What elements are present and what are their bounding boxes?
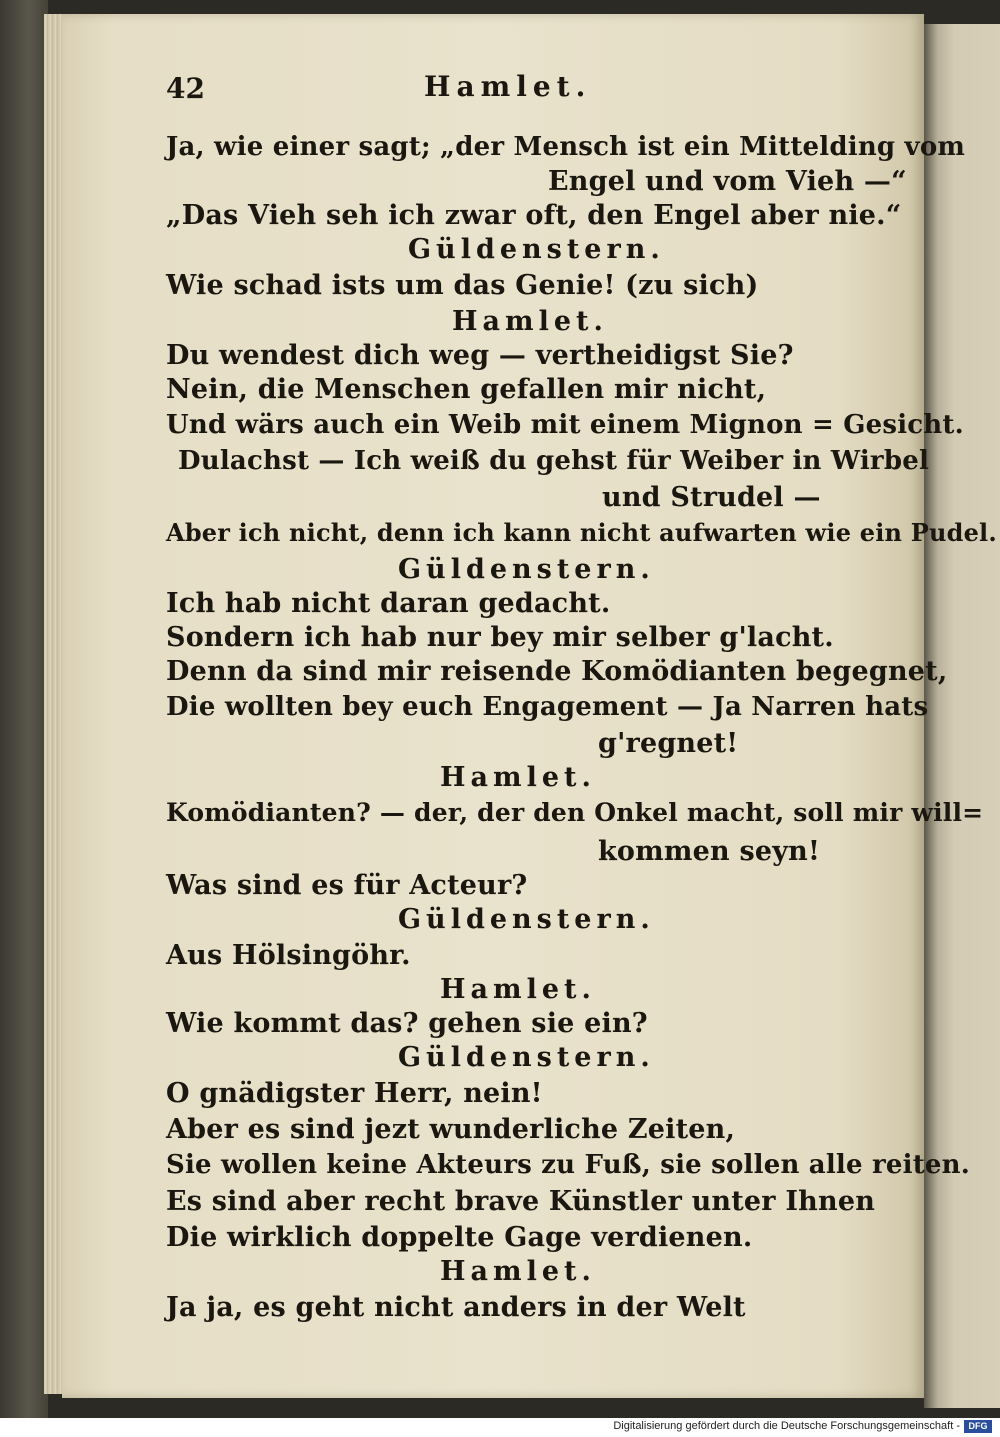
text-line: Komödianten? — der, der den Onkel macht, soll mir will= <box>166 798 984 827</box>
text-line: Engel und vom Vieh —“ <box>548 166 907 197</box>
running-head: Hamlet. <box>424 70 592 103</box>
text-line: Dulachst — Ich weiß du gehst für Weiber in Wirbel <box>178 446 930 476</box>
text-line: und Strudel — <box>602 482 821 513</box>
speaker-name: Hamlet. <box>440 1256 596 1287</box>
text-line: Nein, die Menschen gefallen mir nicht, <box>166 374 767 405</box>
speaker-name: Güldenstern. <box>398 904 655 935</box>
text-line: Die wirklich doppelte Gage verdienen. <box>166 1222 753 1253</box>
text-line: Wie kommt das? gehen sie ein? <box>166 1008 648 1039</box>
text-line: Sondern ich hab nur bey mir selber g'lacht. <box>166 622 834 653</box>
text-line: Aber ich nicht, denn ich kann nicht aufwarten wie ein Pudel. <box>166 518 997 547</box>
footer-credit: Digitalisierung gefördert durch die Deutsche Forschungsgemeinschaft - <box>613 1420 960 1432</box>
text-line: Aber es sind jezt wunderliche Zeiten, <box>166 1114 736 1145</box>
text-line: Sie wollen keine Akteurs zu Fuß, sie sollen alle reiten. <box>166 1150 971 1180</box>
book-cover-edge <box>0 0 48 1418</box>
dfg-logo: DFG <box>964 1420 992 1433</box>
speaker-name: Güldenstern. <box>408 234 665 265</box>
page-number: 42 <box>166 72 205 105</box>
text-line: Denn da sind mir reisende Komödianten begegnet, <box>166 656 948 687</box>
text-line: kommen seyn! <box>598 836 821 867</box>
facing-page-edge <box>924 24 1000 1408</box>
speaker-name: Hamlet. <box>452 306 608 337</box>
text-line: Ja ja, es geht nicht anders in der Welt <box>166 1292 746 1323</box>
text-line: Was sind es für Acteur? <box>166 870 528 901</box>
text-line: Es sind aber recht brave Künstler unter Ihnen <box>166 1186 876 1217</box>
text-line: Du wendest dich weg — vertheidigst Sie? <box>166 340 794 371</box>
text-line: Wie schad ists um das Genie! (zu sich) <box>166 270 759 301</box>
text-line: O gnädigster Herr, nein! <box>166 1078 543 1109</box>
speaker-name: Hamlet. <box>440 762 596 793</box>
text-line: Aus Hölsingöhr. <box>166 940 411 971</box>
speaker-name: Hamlet. <box>440 974 596 1005</box>
text-line: Und wärs auch ein Weib mit einem Mignon = Gesicht. <box>166 410 964 440</box>
text-line: Die wollten bey euch Engagement — Ja Narren hats <box>166 692 929 722</box>
speaker-name: Güldenstern. <box>398 1042 655 1073</box>
speaker-name: Güldenstern. <box>398 554 655 585</box>
text-line: g'regnet! <box>598 728 739 759</box>
text-line: Ja, wie einer sagt; „der Mensch ist ein Mittelding vom <box>166 132 966 162</box>
text-line: Ich hab nicht daran gedacht. <box>166 588 611 619</box>
text-line: „Das Vieh seh ich zwar oft, den Engel aber nie.“ <box>166 200 902 231</box>
